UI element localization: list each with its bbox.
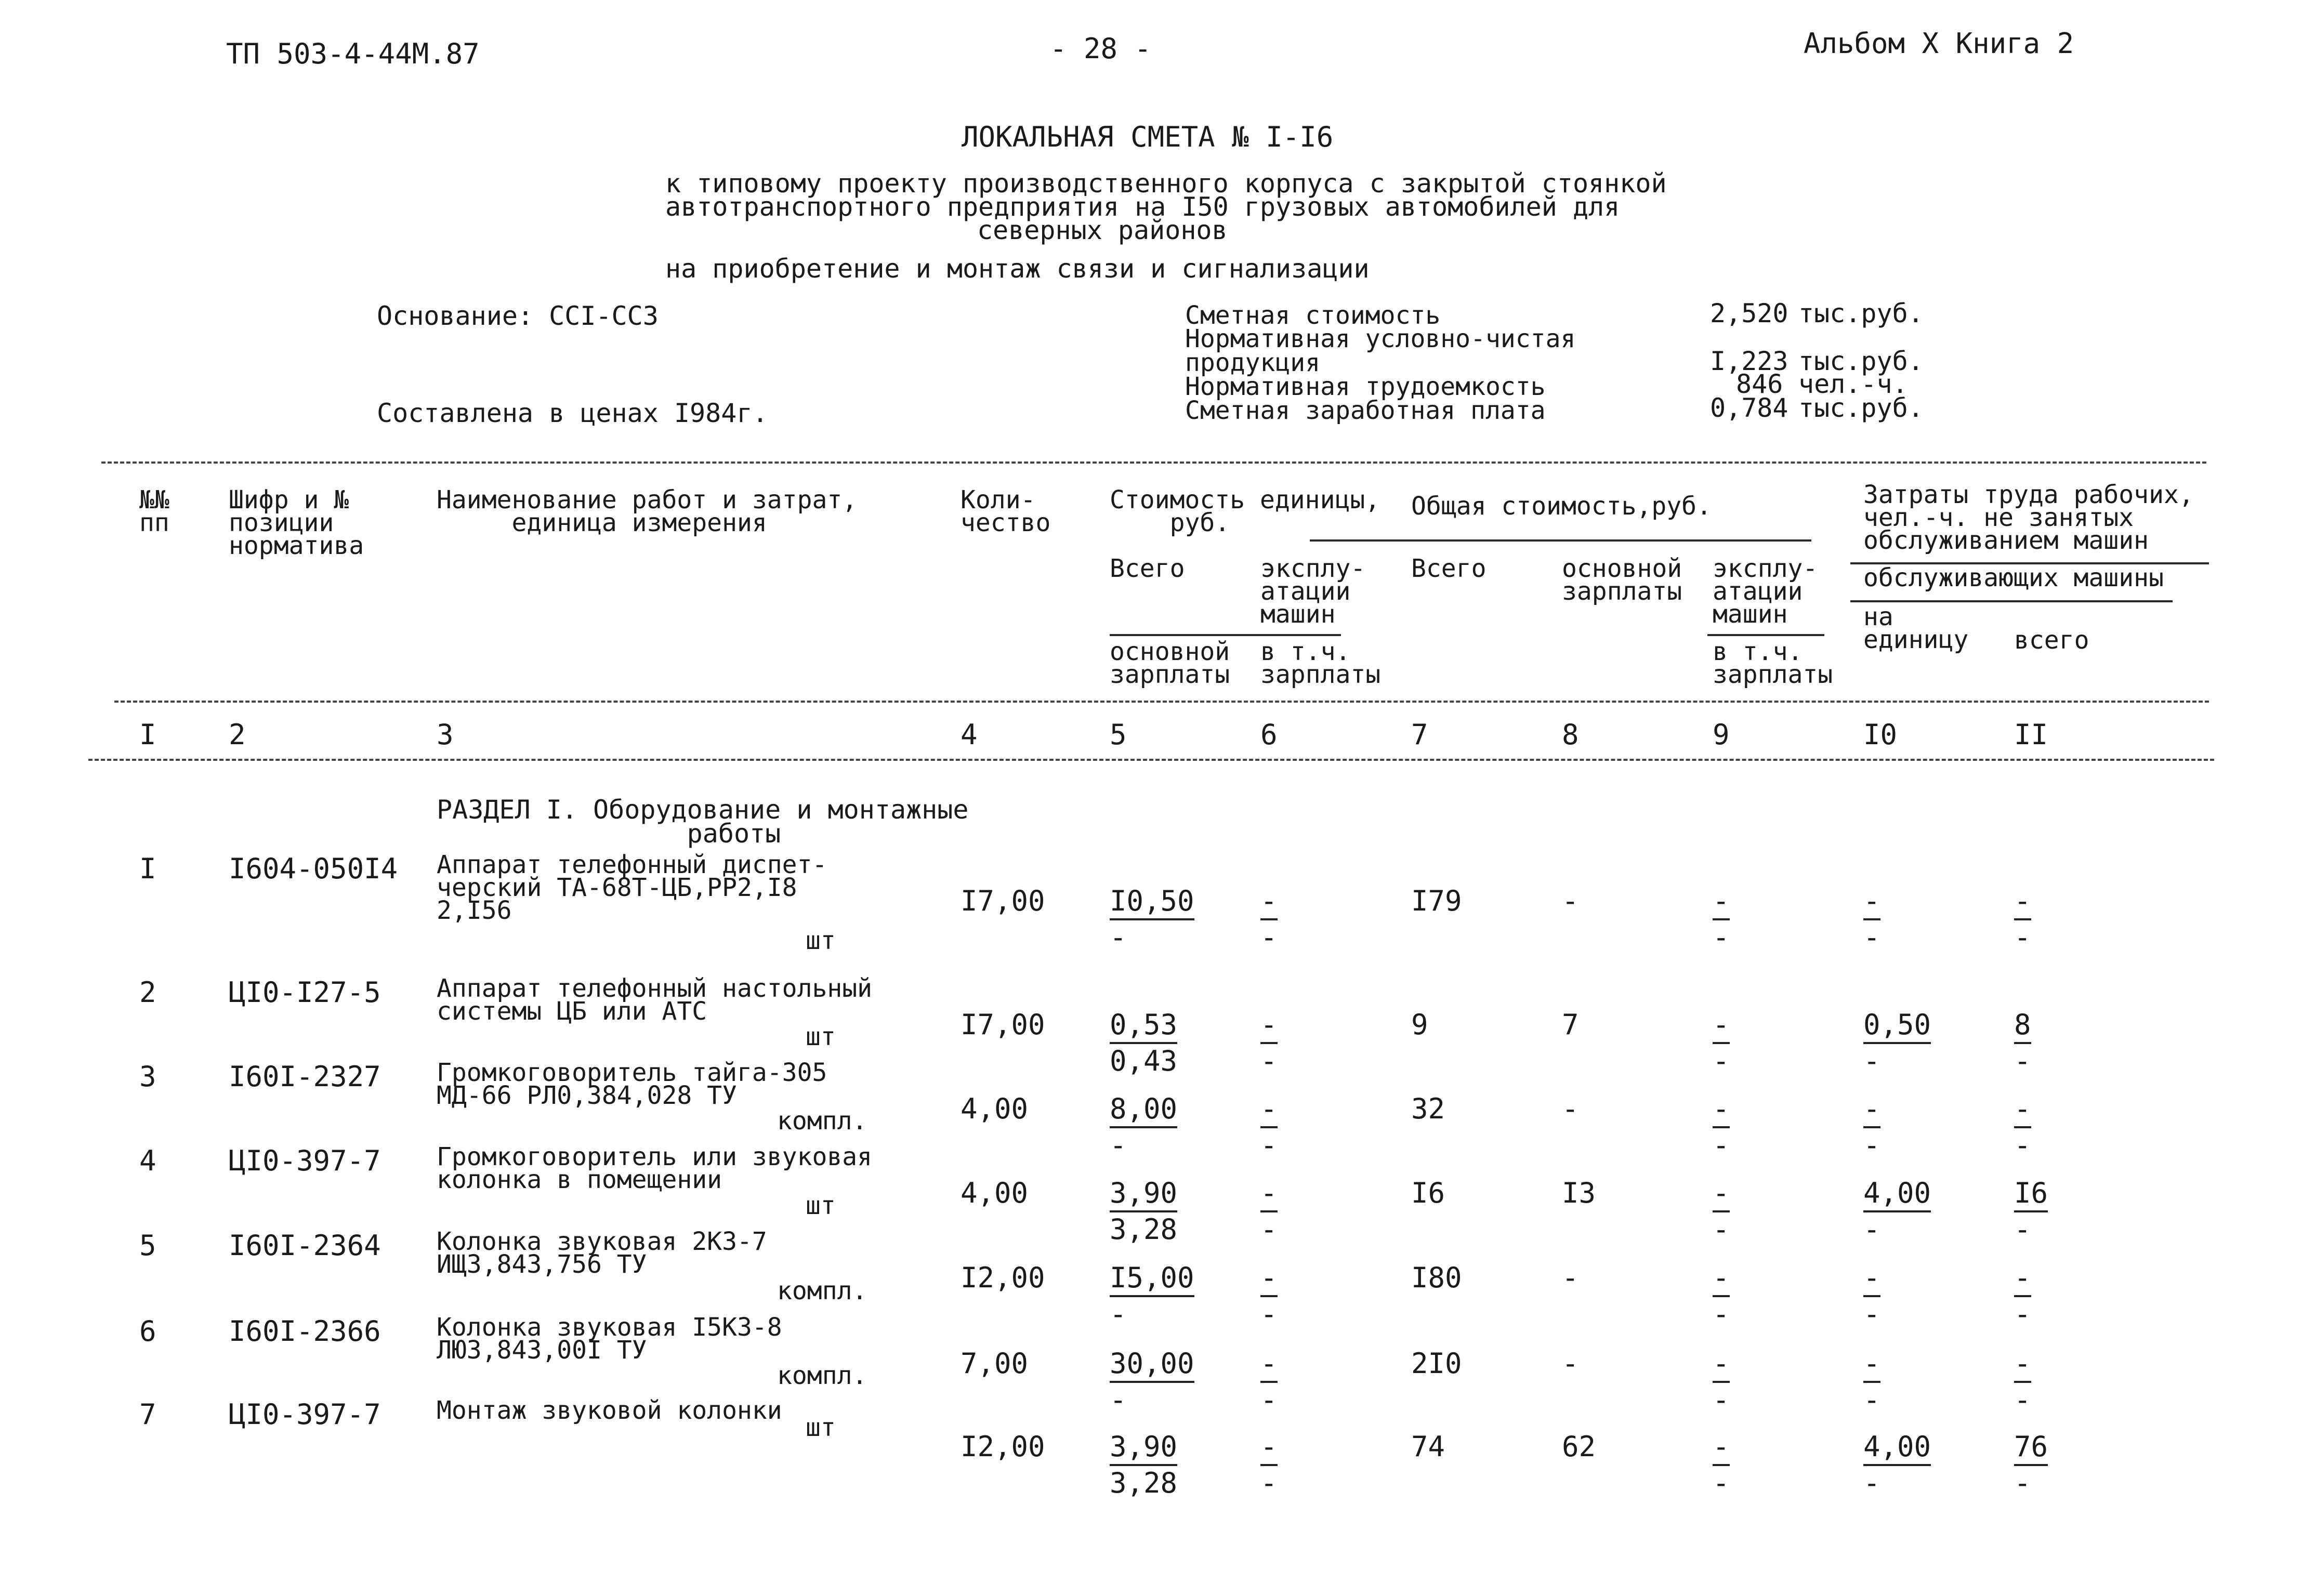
row-machine-wage: - [1260, 1383, 1278, 1416]
title-line-2: автотранспортного предприятия на I50 грузовых автомобилей для [665, 192, 1620, 222]
row-labor-unit-sub: - [1863, 1213, 1880, 1246]
row-name: Громкоговоритель или звуковая колонка в помещении [437, 1142, 873, 1194]
row-machine-wage: - [1260, 1298, 1278, 1330]
row-total-wage: 7 [1562, 1008, 1579, 1041]
estimate-title: ЛОКАЛЬНАЯ СМЕТА № I-I6 [962, 121, 1334, 153]
row-total-machine-wage: - [1713, 921, 1730, 954]
col-header-4: Коли- чество [961, 485, 1051, 537]
summary-label-3: продукция [1185, 348, 1321, 377]
row-quantity: 7,00 [961, 1347, 1029, 1380]
total-cost-rule [1310, 539, 1811, 542]
row-total-machine-wage: - [1713, 1129, 1730, 1162]
row-labor-unit-sub: - [1863, 1383, 1880, 1416]
col-header-9-bottom: в т.ч. зарплаты [1713, 637, 1833, 689]
doc-code: ТП 503-4-44М.87 [226, 37, 480, 70]
row-code: I60I-2366 [229, 1315, 381, 1348]
row-unit-wage: 3,28 [1110, 1467, 1178, 1499]
row-labor-total: - [2014, 1347, 2031, 1383]
row-labor-unit: 4,00 [1863, 1430, 1931, 1466]
row-total-machine-wage: - [1713, 1383, 1730, 1416]
row-name: Аппарат телефонный настольный системы ЦБ или АТС [437, 974, 873, 1026]
price-level: Составлена в ценах I984г. [377, 398, 768, 428]
row-labor-unit-sub: - [1863, 1467, 1880, 1499]
row-labor-total-sub: - [2014, 921, 2031, 954]
summary-unit-1: тыс.руб. [1798, 298, 1924, 328]
row-machine-wage: - [1260, 1129, 1278, 1162]
row-labor-unit-sub: - [1863, 1298, 1880, 1330]
col-header-7: Всего [1411, 554, 1487, 583]
summary-label-4: Нормативная трудоемкость [1185, 372, 1546, 401]
row-labor-unit: 4,00 [1863, 1177, 1931, 1212]
labor-subheader: обслуживающих машины [1863, 563, 2164, 592]
col-header-6-bottom: в т.ч. зарплаты [1260, 637, 1381, 689]
c9-rule [1707, 634, 1824, 636]
row-code: ЦI0-397-7 [229, 1398, 381, 1431]
row-total-wage: - [1562, 885, 1579, 917]
col-number-10: I0 [1863, 718, 1898, 751]
row-labor-unit: - [1863, 1261, 1880, 1297]
unit-cost-rule [1110, 634, 1341, 636]
page-number: - 28 - [1050, 32, 1152, 65]
row-total-machine-wage: - [1713, 1467, 1730, 1499]
row-labor-total-sub: - [2014, 1129, 2031, 1162]
row-quantity: I2,00 [961, 1261, 1045, 1294]
estimate-purpose: на приобретение и монтаж связи и сигнализации [665, 254, 1370, 284]
row-name: Колонка звуковая I5КЗ-8 ЛЮ3,843,00I ТУ [437, 1313, 782, 1365]
col-header-8: основной зарплаты [1562, 554, 1682, 606]
row-name: Громкоговоритель тайга-305 МД-66 РЛ0,384,028 ТУ [437, 1058, 827, 1110]
row-unit-cost: 30,00 [1110, 1347, 1194, 1383]
row-labor-total-sub: - [2014, 1383, 2031, 1416]
row-number: 2 [139, 976, 156, 1009]
row-total-machine: - [1713, 885, 1730, 920]
row-total-cost: 2I0 [1411, 1347, 1462, 1380]
row-machine-cost: - [1260, 1261, 1278, 1297]
summary-value-5: 0,784 [1710, 393, 1788, 423]
row-labor-total: - [2014, 885, 2031, 920]
row-unit-cost: 3,90 [1110, 1177, 1177, 1212]
row-total-wage: - [1562, 1092, 1579, 1125]
row-labor-unit-sub: - [1863, 1129, 1880, 1162]
row-code: I60I-2364 [229, 1229, 381, 1262]
col-number-4: 4 [961, 718, 978, 751]
row-total-machine: - [1713, 1008, 1730, 1044]
summary-unit-3: тыс.руб. [1798, 346, 1924, 376]
col-header-9-top: эксплу- атации машин [1713, 554, 1818, 629]
col-number-9: 9 [1713, 718, 1730, 751]
col-number-8: 8 [1562, 718, 1579, 751]
summary-value-1: 2,520 [1710, 298, 1788, 328]
row-total-cost: I79 [1411, 885, 1462, 917]
row-number: I [139, 852, 156, 885]
row-code: ЦI0-I27-5 [229, 976, 381, 1009]
row-unit-cost: 3,90 [1110, 1430, 1177, 1466]
col-header-1: №№ пп [139, 485, 169, 537]
album-book: Альбом X Книга 2 [1804, 27, 2074, 60]
col-number-1: I [139, 718, 156, 751]
row-labor-total-sub: - [2014, 1213, 2031, 1246]
row-code: ЦI0-397-7 [229, 1144, 381, 1177]
row-code: I604-050I4 [229, 852, 398, 885]
col-header-5-bottom: основной зарплаты [1110, 637, 1230, 689]
row-number: 4 [139, 1144, 156, 1177]
summary-value-3: I,223 [1710, 346, 1788, 376]
row-labor-total-sub: - [2014, 1467, 2031, 1499]
col-header-3: Наименование работ и затрат, единица измерения [437, 485, 858, 537]
row-total-wage: - [1562, 1261, 1579, 1294]
row-total-machine-wage: - [1713, 1213, 1730, 1246]
row-quantity: 4,00 [961, 1092, 1029, 1125]
row-machine-cost: - [1260, 885, 1278, 920]
row-unit-wage: - [1110, 1383, 1127, 1416]
row-machine-wage: - [1260, 1467, 1278, 1499]
col-header-2: Шифр и № позиции норматива [229, 485, 364, 560]
summary-value-4: 846 [1736, 369, 1783, 399]
row-unit: шт [806, 1413, 836, 1442]
row-total-machine: - [1713, 1347, 1730, 1383]
title-line-1: к типовому проекту производственного корпуса с закрытой стоянкой [665, 168, 1667, 199]
row-total-machine-wage: - [1713, 1045, 1730, 1077]
row-total-cost: I6 [1411, 1177, 1445, 1209]
row-labor-total: 8 [2014, 1008, 2031, 1044]
summary-unit-5: тыс.руб. [1798, 393, 1924, 423]
row-total-machine: - [1713, 1430, 1730, 1466]
col-header-11: всего [2014, 626, 2089, 655]
row-unit: компл. [777, 1361, 867, 1390]
row-labor-total: - [2014, 1092, 2031, 1128]
row-name: Монтаж звуковой колонки [437, 1396, 782, 1425]
table-top-rule [101, 461, 2206, 464]
row-labor-unit: - [1863, 1092, 1880, 1128]
row-number: 3 [139, 1060, 156, 1093]
row-machine-cost: - [1260, 1092, 1278, 1128]
col-header-10: на единицу [1863, 602, 1969, 654]
row-unit-wage: - [1110, 1298, 1127, 1330]
total-cost-header: Общая стоимость,руб. [1411, 492, 1712, 521]
summary-label-1: Сметная стоимость [1185, 301, 1441, 330]
title-line-3: северных районов [977, 215, 1228, 245]
row-quantity: 4,00 [961, 1177, 1029, 1209]
row-labor-unit-sub: - [1863, 921, 1880, 954]
row-quantity: I2,00 [961, 1430, 1045, 1463]
row-unit: компл. [777, 1106, 867, 1136]
row-unit-wage: - [1110, 1129, 1127, 1162]
row-quantity: I7,00 [961, 885, 1045, 917]
labor-sub-rule [1850, 600, 2173, 602]
row-unit-wage: 0,43 [1110, 1045, 1178, 1077]
row-labor-total: 76 [2014, 1430, 2048, 1466]
row-total-cost: 32 [1411, 1092, 1445, 1125]
row-unit-cost: 8,00 [1110, 1092, 1177, 1128]
section-heading: РАЗДЕЛ I. Оборудование и монтажные работы [437, 795, 969, 849]
row-total-wage: - [1562, 1347, 1579, 1380]
row-total-cost: 9 [1411, 1008, 1428, 1041]
row-total-wage: I3 [1562, 1177, 1596, 1209]
summary-unit-4: чел.-ч. [1798, 369, 1908, 399]
col-header-6-top: эксплу- атации машин [1260, 554, 1366, 629]
col-number-5: 5 [1110, 718, 1127, 751]
row-total-machine-wage: - [1713, 1298, 1730, 1330]
row-unit-cost: I0,50 [1110, 885, 1194, 920]
labor-header: Затраты труда рабочих, чел.-ч. не занятых обслуживанием машин [1863, 480, 2194, 555]
header-bottom-rule [114, 701, 2209, 703]
row-unit: шт [806, 1022, 836, 1051]
row-machine-cost: - [1260, 1430, 1278, 1466]
row-labor-total-sub: - [2014, 1298, 2031, 1330]
col-number-7: 7 [1411, 718, 1428, 751]
row-labor-unit: 0,50 [1863, 1008, 1931, 1044]
col-header-5-top: Всего [1110, 554, 1185, 583]
row-name: Колонка звуковая 2КЗ-7 ИЩ3,843,756 ТУ [437, 1227, 767, 1279]
row-unit-wage: 3,28 [1110, 1213, 1178, 1246]
unit-cost-header: Стоимость единицы, руб. [1110, 485, 1380, 537]
row-number: 5 [139, 1229, 156, 1262]
row-machine-wage: - [1260, 921, 1278, 954]
col-number-3: 3 [437, 718, 454, 751]
row-machine-cost: - [1260, 1347, 1278, 1383]
summary-label-5: Сметная заработная плата [1185, 396, 1546, 425]
row-quantity: I7,00 [961, 1008, 1045, 1041]
col-number-6: 6 [1260, 718, 1278, 751]
row-unit: шт [806, 926, 836, 955]
row-labor-unit: - [1863, 1347, 1880, 1383]
row-total-machine: - [1713, 1261, 1730, 1297]
row-number: 7 [139, 1398, 156, 1431]
row-code: I60I-2327 [229, 1060, 381, 1093]
row-machine-wage: - [1260, 1045, 1278, 1077]
row-labor-unit: - [1863, 885, 1880, 920]
summary-label-2: Нормативная условно-чистая [1185, 324, 1576, 353]
row-name: Аппарат телефонный диспет- черский ТА-68Т-ЦБ,РР2,I8 2,I56 [437, 850, 827, 925]
row-total-machine: - [1713, 1092, 1730, 1128]
row-total-wage: 62 [1562, 1430, 1596, 1463]
row-total-cost: 74 [1411, 1430, 1445, 1463]
row-machine-cost: - [1260, 1008, 1278, 1044]
col-number-2: 2 [229, 718, 246, 751]
row-unit: шт [806, 1191, 836, 1220]
row-unit-cost: I5,00 [1110, 1261, 1194, 1297]
row-labor-total-sub: - [2014, 1045, 2031, 1077]
row-machine-cost: - [1260, 1177, 1278, 1212]
row-machine-wage: - [1260, 1213, 1278, 1246]
col-number-11: II [2014, 718, 2048, 751]
row-unit-wage: - [1110, 921, 1127, 954]
row-total-machine: - [1713, 1177, 1730, 1212]
numbers-bottom-rule [88, 759, 2214, 761]
row-number: 6 [139, 1315, 156, 1348]
row-unit: компл. [777, 1276, 867, 1305]
row-unit-cost: 0,53 [1110, 1008, 1177, 1044]
row-labor-total: - [2014, 1261, 2031, 1297]
row-labor-unit-sub: - [1863, 1045, 1880, 1077]
row-total-cost: I80 [1411, 1261, 1462, 1294]
basis-text: Основание: ССI-СС3 [377, 301, 659, 331]
row-labor-total: I6 [2014, 1177, 2048, 1212]
